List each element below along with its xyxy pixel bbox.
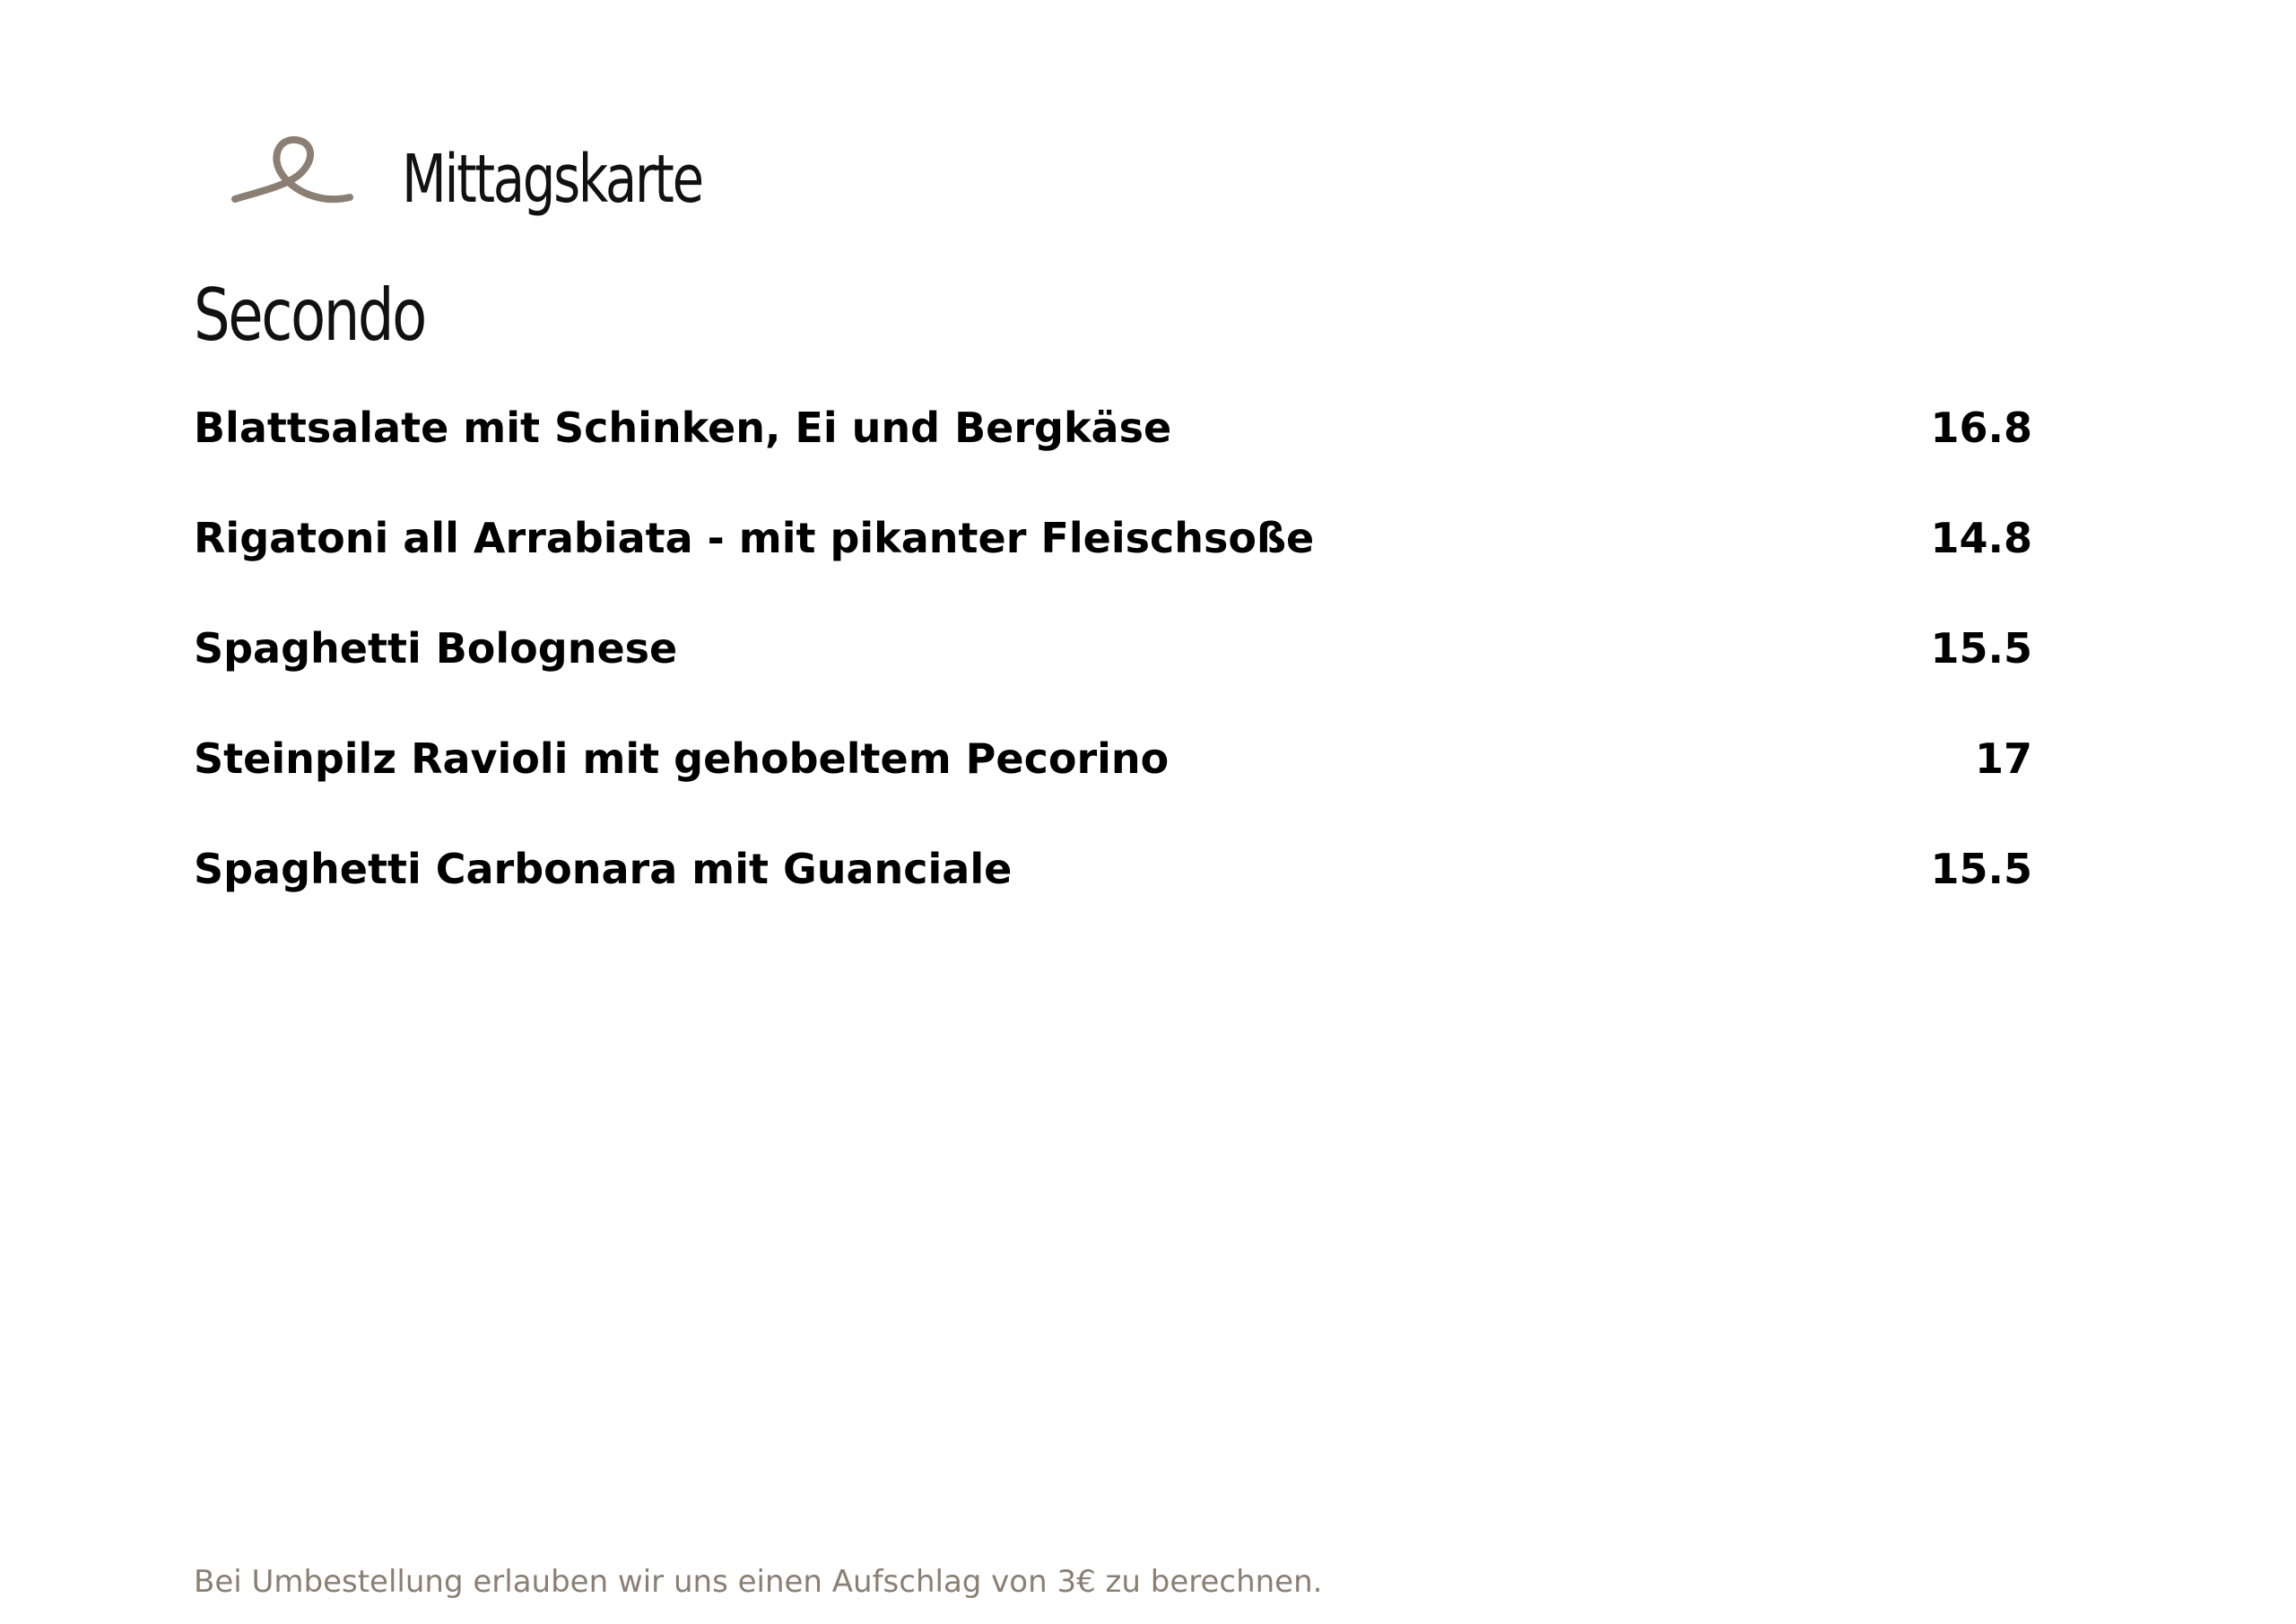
- menu-item: [194, 845, 2032, 955]
- footer-note: Bei Umbestellung erlauben wir uns einen Aufschlag von 3€ zu berechnen.: [194, 1564, 1323, 1600]
- menu-item: [194, 514, 2032, 624]
- section-title: Secondo: [194, 274, 425, 357]
- dish-name: Steinpilz Ravioli mit gehobeltem Pecorino: [194, 734, 1170, 783]
- dish-name: Blattsalate mit Schinken, Ei und Bergkäse: [194, 404, 1172, 452]
- dish-name: Rigatoni all Arrabiata - mit pikanter Fleischsoße: [194, 514, 1315, 562]
- dish-price: 14.8: [1930, 514, 2032, 562]
- dish-name: Spaghetti Bolognese: [194, 624, 678, 673]
- loop-ribbon-logo-icon: [231, 135, 357, 224]
- menu-item: [194, 734, 2032, 845]
- dish-price: 16.8: [1930, 404, 2032, 452]
- dish-price: 15.5: [1930, 845, 2032, 893]
- dish-name: Spaghetti Carbonara mit Guanciale: [194, 845, 1013, 893]
- menu-item: [194, 624, 2032, 734]
- page-title: Mittagskarte: [402, 141, 702, 218]
- dish-price: 17: [1974, 734, 2032, 783]
- dish-price: 15.5: [1930, 624, 2032, 673]
- menu-list: [194, 404, 2032, 955]
- menu-item: [194, 404, 2032, 514]
- page-header: [231, 121, 787, 238]
